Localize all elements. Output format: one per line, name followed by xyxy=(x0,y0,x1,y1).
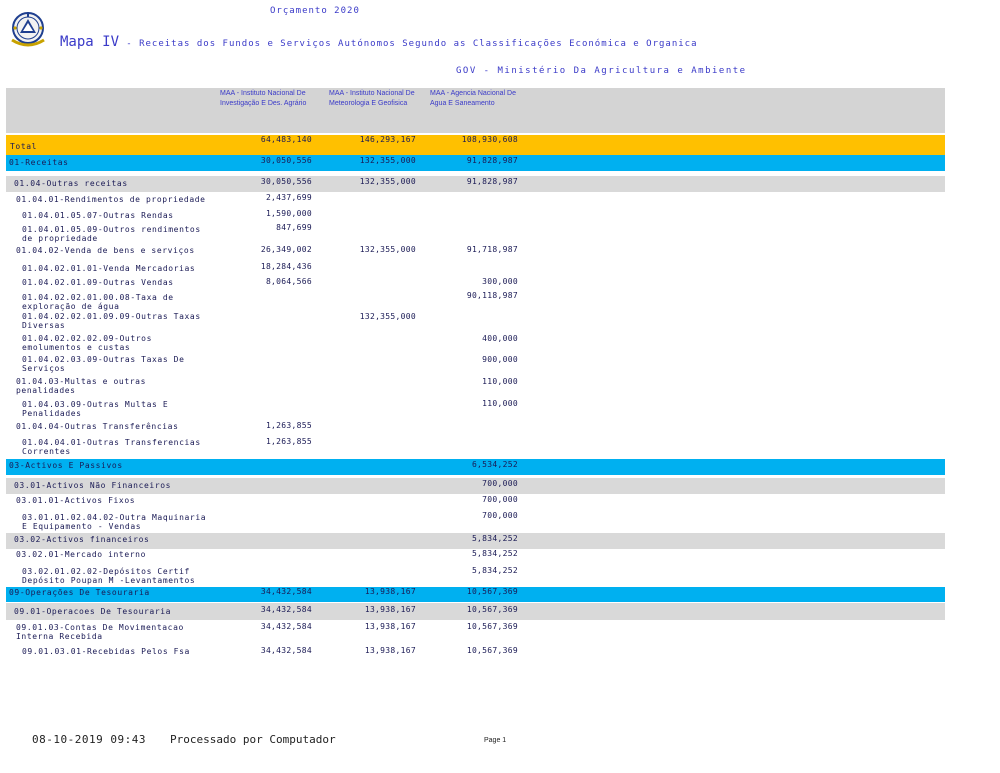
row-value-col2: 132,355,000 xyxy=(359,312,416,321)
row-label: 01.04.01.05.07-Outras Rendas xyxy=(22,211,174,220)
table-row-section xyxy=(6,587,945,602)
coat-of-arms-logo xyxy=(6,8,50,52)
row-value-col3: 300,000 xyxy=(482,277,518,286)
row-label: 01.04.02.02.01.09.09-Outras Taxas Diversas xyxy=(22,312,201,330)
row-value-col1: 847,699 xyxy=(276,223,312,232)
table-row xyxy=(6,399,945,419)
row-value-col1: 64,483,140 xyxy=(260,135,312,144)
table-row-section xyxy=(6,459,945,475)
row-label: 01.04.02.01.01-Venda Mercadorias xyxy=(22,264,196,273)
table-row xyxy=(6,262,945,276)
row-value-col3: 5,834,252 xyxy=(471,549,518,558)
table-row xyxy=(6,277,945,291)
column-header-ana: MAA - Agencia Nacional De Agua E Saneamento xyxy=(430,90,516,107)
ministry-name: GOV - Ministério Da Agricultura e Ambiente xyxy=(456,66,747,76)
report-title xyxy=(60,34,698,50)
row-label: 01.04.04.01-Outras Transferencias Correntes xyxy=(22,438,201,456)
row-value-col3: 10,567,369 xyxy=(466,646,518,655)
row-value-col1: 1,263,855 xyxy=(265,437,312,446)
row-value-col3: 108,930,608 xyxy=(461,135,518,144)
table-row xyxy=(6,193,945,207)
report-title-main: Mapa IV xyxy=(60,34,120,50)
row-label: 01.04.02.03.09-Outras Taxas De Serviços xyxy=(22,355,185,373)
row-value-col3: 5,834,252 xyxy=(471,534,518,543)
row-value-col2: 132,355,000 xyxy=(359,156,416,165)
row-value-col3: 110,000 xyxy=(482,377,518,386)
row-label: 03-Activos E Passivos xyxy=(9,461,123,470)
table-row xyxy=(6,209,945,223)
row-label: 03.01.01.02.04.02-Outra Maquinaria E Equipamento - Vendas xyxy=(22,513,207,531)
row-value-col2: 13,938,167 xyxy=(364,646,416,655)
row-value-col1: 8,064,566 xyxy=(265,277,312,286)
table-row xyxy=(6,223,945,245)
row-label: 09.01.03.01-Recebidas Pelos Fsa xyxy=(22,647,190,656)
row-value-col3: 10,567,369 xyxy=(466,605,518,614)
table-row xyxy=(6,566,945,588)
processed-by-label: Processado por Computador xyxy=(170,733,336,746)
table-row xyxy=(6,334,945,354)
row-value-col3: 91,828,987 xyxy=(466,177,518,186)
row-label: 03.01-Activos Não Financeiros xyxy=(14,481,172,490)
table-row-subsection xyxy=(6,478,945,494)
row-value-col1: 34,432,584 xyxy=(260,622,312,631)
row-value-col1: 30,050,556 xyxy=(260,156,312,165)
row-label: 09-Operações De Tesouraria xyxy=(9,588,150,597)
table-row xyxy=(6,495,945,509)
row-label: Total xyxy=(10,142,38,151)
row-value-col1: 34,432,584 xyxy=(260,605,312,614)
row-value-col3: 900,000 xyxy=(482,355,518,364)
table-row-total xyxy=(6,135,945,155)
page-number: Page 1 xyxy=(484,737,507,744)
row-value-col3: 700,000 xyxy=(482,495,518,504)
row-label: 01.04.01-Rendimentos de propriedade xyxy=(16,195,206,204)
row-value-col3: 400,000 xyxy=(482,334,518,343)
row-label: 01.04.02.02.02.09-Outros emolumentos e custas xyxy=(22,334,152,352)
row-value-col1: 2,437,699 xyxy=(265,193,312,202)
row-label: 01.04.02.02.01.00.08-Taxa de exploração de água xyxy=(22,293,174,311)
row-value-col1: 1,263,855 xyxy=(265,421,312,430)
budget-year-title: Orçamento 2020 xyxy=(270,6,360,16)
table-row xyxy=(6,291,945,313)
table-row xyxy=(6,312,945,334)
row-label: 01.04.02.01.09-Outras Vendas xyxy=(22,278,174,287)
table-row xyxy=(6,549,945,563)
column-header-inida: MAA - Instituto Nacional De Investigação E Des. Agrário xyxy=(220,90,307,107)
row-label: 01.04.04-Outras Transferências xyxy=(16,422,179,431)
table-row-subsection xyxy=(6,176,945,192)
row-label: 01.04-Outras receitas xyxy=(14,179,128,188)
table-row xyxy=(6,646,945,660)
row-value-col3: 700,000 xyxy=(482,479,518,488)
row-value-col3: 10,567,369 xyxy=(466,587,518,596)
column-header-inmg: MAA - Instituto Nacional De Meteorologia E Geofisica xyxy=(329,90,415,107)
row-value-col1: 18,284,436 xyxy=(260,262,312,271)
row-value-col1: 1,590,000 xyxy=(265,209,312,218)
table-row-subsection xyxy=(6,603,945,620)
table-row xyxy=(6,622,945,644)
table-row-section xyxy=(6,155,945,171)
table-row xyxy=(6,377,945,397)
row-value-col1: 26,349,002 xyxy=(260,245,312,254)
row-value-col2: 132,355,000 xyxy=(359,177,416,186)
row-value-col2: 132,355,000 xyxy=(359,245,416,254)
report-title-subtitle: - Receitas dos Fundos e Serviços Autónomos Segundo as Classificações Económica e Organica xyxy=(126,39,698,49)
row-value-col3: 700,000 xyxy=(482,511,518,520)
row-label: 01.04.01.05.09-Outros rendimentos de propriedade xyxy=(22,225,201,243)
row-value-col3: 91,718,987 xyxy=(466,245,518,254)
table-row xyxy=(6,511,945,533)
table-row xyxy=(6,245,945,259)
row-label: 03.02.01.02.02-Depósitos Certif Depósito Poupan M -Levantamentos xyxy=(22,567,196,585)
table-row xyxy=(6,437,945,459)
row-value-col3: 110,000 xyxy=(482,399,518,408)
row-value-col2: 13,938,167 xyxy=(364,605,416,614)
row-value-col3: 10,567,369 xyxy=(466,622,518,631)
table-row xyxy=(6,355,945,375)
row-value-col3: 90,118,987 xyxy=(466,291,518,300)
table-row-subsection xyxy=(6,533,945,549)
row-label: 03.02.01-Mercado interno xyxy=(16,550,146,559)
row-label: 03.02-Activos financeiros xyxy=(14,535,150,544)
row-value-col2: 13,938,167 xyxy=(364,622,416,631)
row-label: 01.04.03-Multas e outras penalidades xyxy=(16,377,146,395)
row-label: 01.04.02-Venda de bens e serviços xyxy=(16,246,195,255)
row-value-col2: 13,938,167 xyxy=(364,587,416,596)
table-row xyxy=(6,421,945,435)
row-label: 01.04.03.09-Outras Multas E Penalidades xyxy=(22,400,169,418)
row-value-col3: 91,828,987 xyxy=(466,156,518,165)
row-label: 03.01.01-Activos Fixos xyxy=(16,496,136,505)
row-value-col1: 34,432,584 xyxy=(260,646,312,655)
row-label: 09.01-Operacoes De Tesouraria xyxy=(14,607,172,616)
row-value-col2: 146,293,167 xyxy=(359,135,416,144)
report-datetime: 08-10-2019 09:43 xyxy=(32,733,146,746)
row-label: 01-Receitas xyxy=(9,158,69,167)
row-value-col3: 6,534,252 xyxy=(471,460,518,469)
row-value-col1: 34,432,584 xyxy=(260,587,312,596)
row-value-col1: 30,050,556 xyxy=(260,177,312,186)
row-value-col3: 5,834,252 xyxy=(471,566,518,575)
row-label: 09.01.03-Contas De Movimentacao Interna Recebida xyxy=(16,623,184,641)
